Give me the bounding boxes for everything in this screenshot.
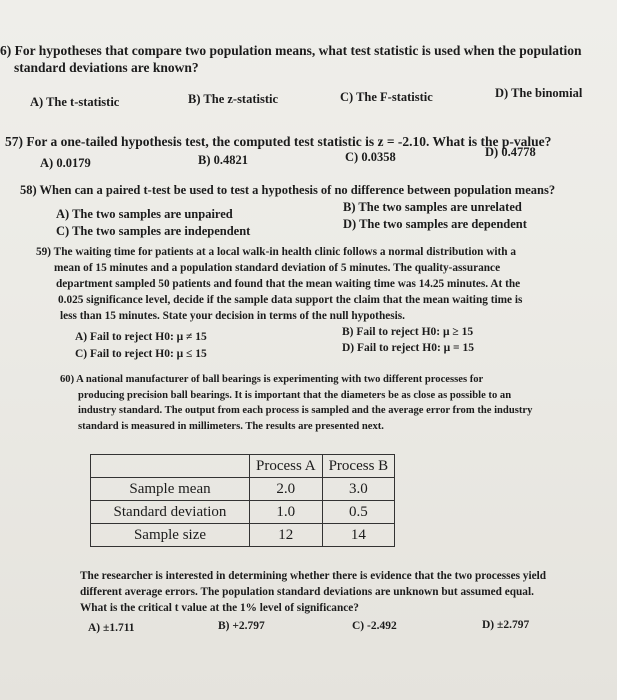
question-56-option-d: D) The binomial — [495, 86, 583, 100]
question-59-line3: department sampled 50 patients and found that the mean waiting time was 14.25 minutes. At the — [56, 278, 521, 290]
question-60-line1: 60) A national manufacturer of ball bearings is experimenting with two different processes for — [60, 374, 484, 385]
question-59-line1: 59) The waiting time for patients at a local walk-in health clinic follows a normal distribution with a — [36, 246, 517, 258]
question-57 — [5, 133, 551, 150]
question-59-option-b: B) Fail to reject H0: μ ≥ 15 — [342, 326, 474, 338]
process-comparison-table — [90, 454, 395, 547]
question-60-option-d: D) ±2.797 — [482, 619, 530, 631]
question-59 — [36, 244, 522, 324]
table-row — [91, 478, 395, 501]
question-59-option-c: C) Fail to reject H0: μ ≤ 15 — [75, 348, 207, 360]
table-row-label: Standard deviation — [91, 501, 250, 524]
table-cell: 0.5 — [322, 501, 395, 524]
question-57-option-c: C) 0.0358 — [345, 150, 396, 164]
question-59-line4: 0.025 significance level, decide if the sample data support the claim that the mean waiting time is — [58, 294, 523, 306]
question-57-option-d: D) 0.4778 — [485, 145, 536, 159]
question-56 — [0, 42, 582, 76]
question-56-option-a: A) The t-statistic — [30, 95, 120, 109]
table-cell: 1.0 — [250, 501, 323, 524]
table-header-process-a: Process A — [250, 455, 323, 478]
question-57-option-b: B) 0.4821 — [198, 153, 248, 167]
question-58-stem: 58) When can a paired t-test be used to test a hypothesis of no difference between population means? — [20, 183, 556, 197]
question-56-option-c: C) The F-statistic — [340, 90, 433, 104]
question-58-option-b: B) The two samples are unrelated — [343, 200, 522, 214]
question-59-option-a: A) Fail to reject H0: μ ≠ 15 — [75, 331, 207, 343]
question-58-option-d: D) The two samples are dependent — [343, 217, 527, 231]
table-row-label: Sample size — [91, 524, 250, 547]
table-cell: 14 — [322, 524, 395, 547]
table-header-process-b: Process B — [322, 455, 395, 478]
question-58-option-a: A) The two samples are unpaired — [56, 207, 233, 221]
question-60-line2: producing precision ball bearings. It is important that the diameters be as close as possible to an — [78, 389, 512, 401]
table-header-row — [91, 455, 395, 478]
question-56-stem-line2: standard deviations are known? — [14, 60, 199, 75]
table-row-label: Sample mean — [91, 478, 250, 501]
question-60-followup-line1: The researcher is interested in determining whether there is evidence that the two processes yield — [80, 570, 547, 582]
question-58 — [20, 182, 555, 199]
table-cell: 3.0 — [322, 478, 395, 501]
question-57-stem: 57) For a one-tailed hypothesis test, the computed test statistic is z = -2.10. What is the p-value? — [5, 134, 552, 149]
question-59-option-d: D) Fail to reject H0: μ = 15 — [342, 342, 474, 354]
table-row — [91, 501, 395, 524]
table-corner-cell — [91, 455, 250, 478]
table-cell: 12 — [250, 524, 323, 547]
question-59-line2: mean of 15 minutes and a population standard deviation of 5 minutes. The quality-assurance — [54, 262, 501, 274]
question-58-option-c: C) The two samples are independent — [56, 224, 251, 238]
table-row — [91, 524, 395, 547]
question-56-option-b: B) The z-statistic — [188, 92, 279, 106]
question-60-followup-line2: different average errors. The population standard deviations are unknown but assumed equal. — [80, 586, 534, 598]
question-59-line5: less than 15 minutes. State your decision in terms of the null hypothesis. — [60, 310, 406, 322]
question-57-option-a: A) 0.0179 — [40, 156, 91, 170]
question-56-stem-line1: 6) For hypotheses that compare two population means, what test statistic is used when the population — [0, 43, 582, 58]
question-60-option-b: B) +2.797 — [218, 620, 265, 632]
table-cell: 2.0 — [250, 478, 323, 501]
question-60-line3: industry standard. The output from each process is sampled and the average error from the industry — [78, 405, 533, 416]
question-60-option-a: A) ±1.711 — [88, 622, 135, 634]
question-60-option-c: C) -2.492 — [352, 620, 397, 632]
question-60 — [60, 372, 532, 434]
question-60-line4: standard is measured in millimeters. The results are presented next. — [78, 420, 384, 432]
question-60-followup-line3: What is the critical t value at the 1% level of significance? — [80, 602, 359, 614]
question-60-followup — [80, 568, 546, 616]
